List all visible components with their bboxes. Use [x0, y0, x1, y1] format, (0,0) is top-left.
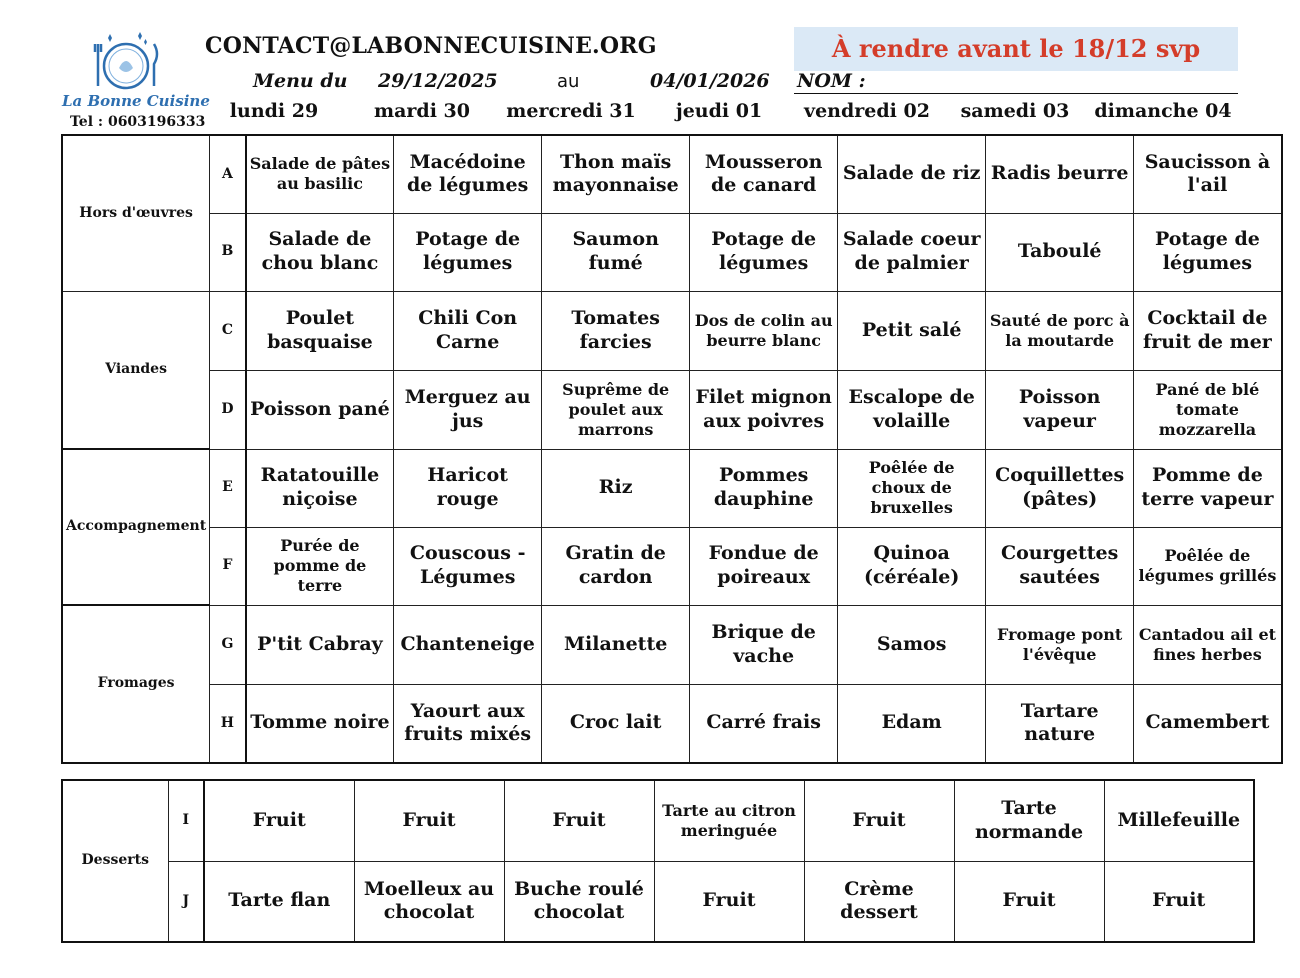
dish-cell[interactable]: Merguez au jus	[394, 370, 542, 449]
dish-cell[interactable]: Fruit	[804, 780, 954, 861]
dish-cell[interactable]: Quinoa (céréale)	[838, 527, 986, 605]
dish-cell[interactable]: Cantadou ail et fines herbes	[1134, 605, 1282, 684]
dish-cell[interactable]: Pomme de terre vapeur	[1134, 449, 1282, 527]
dish-cell[interactable]: Escalope de volaille	[838, 370, 986, 449]
row-letter: D	[210, 370, 246, 449]
dish-cell[interactable]: Riz	[542, 449, 690, 527]
dish-cell[interactable]: Taboulé	[986, 213, 1134, 291]
dish-cell[interactable]: Radis beurre	[986, 135, 1134, 213]
dish-cell[interactable]: Fromage pont l'évêque	[986, 605, 1134, 684]
dish-cell[interactable]: Fruit	[1104, 861, 1254, 942]
menu-table	[61, 134, 1283, 764]
dish-cell[interactable]: Saumon fumé	[542, 213, 690, 291]
table-row	[62, 370, 1282, 449]
logo-name: La Bonne Cuisine	[62, 92, 210, 110]
dish-cell[interactable]: P'tit Cabray	[246, 605, 394, 684]
dish-cell[interactable]: Mousseron de canard	[690, 135, 838, 213]
au-label: au	[557, 71, 580, 92]
dish-cell[interactable]: Macédoine de légumes	[394, 135, 542, 213]
logo	[62, 30, 210, 134]
menu-du-label: Menu du	[253, 70, 348, 92]
dish-cell[interactable]: Poisson pané	[246, 370, 394, 449]
table-row	[62, 449, 1282, 527]
dish-cell[interactable]: Salade de pâtes au basilic	[246, 135, 394, 213]
dish-cell[interactable]: Saucisson à l'ail	[1134, 135, 1282, 213]
nom-label: NOM :	[797, 70, 866, 92]
dish-cell[interactable]: Chili Con Carne	[394, 291, 542, 370]
dish-cell[interactable]: Dos de colin au beurre blanc	[690, 291, 838, 370]
contact-email[interactable]: CONTACT@LABONNECUISINE.ORG	[205, 33, 657, 59]
day-header: jeudi 01	[675, 100, 763, 122]
dish-cell[interactable]: Tarte flan	[204, 861, 354, 942]
row-letter: E	[210, 449, 246, 527]
dish-cell[interactable]: Brique de vache	[690, 605, 838, 684]
dish-cell[interactable]: Chanteneige	[394, 605, 542, 684]
dish-cell[interactable]: Suprême de poulet aux marrons	[542, 370, 690, 449]
dish-cell[interactable]: Courgettes sautées	[986, 527, 1134, 605]
table-row	[62, 605, 1282, 684]
end-date: 04/01/2026	[650, 70, 770, 92]
dish-cell[interactable]: Sauté de porc à la moutarde	[986, 291, 1134, 370]
category-desserts: Desserts	[62, 780, 168, 942]
dish-cell[interactable]: Salade coeur de palmier	[838, 213, 986, 291]
dish-cell[interactable]: Poisson vapeur	[986, 370, 1134, 449]
dish-cell[interactable]: Salade de chou blanc	[246, 213, 394, 291]
dish-cell[interactable]: Potage de légumes	[394, 213, 542, 291]
start-date: 29/12/2025	[378, 70, 498, 92]
row-letter: I	[168, 780, 204, 861]
phone-number: Tel : 0603196333	[70, 114, 206, 130]
dish-cell[interactable]: Potage de légumes	[690, 213, 838, 291]
category-hors-doeuvres: Hors d'œuvres	[62, 135, 210, 291]
dish-cell[interactable]: Millefeuille	[1104, 780, 1254, 861]
row-letter: J	[168, 861, 204, 942]
table-row	[62, 527, 1282, 605]
dish-cell[interactable]: Carré frais	[690, 684, 838, 763]
dish-cell[interactable]: Poêlée de choux de bruxelles	[838, 449, 986, 527]
table-row	[62, 291, 1282, 370]
row-letter: A	[210, 135, 246, 213]
day-header: lundi 29	[229, 100, 319, 122]
dish-cell[interactable]: Couscous - Légumes	[394, 527, 542, 605]
dish-cell[interactable]: Tarte au citron meringuée	[654, 780, 804, 861]
dish-cell[interactable]: Buche roulé chocolat	[504, 861, 654, 942]
deadline-banner: À rendre avant le 18/12 svp	[794, 27, 1238, 71]
dish-cell[interactable]: Salade de riz	[838, 135, 986, 213]
category-viandes: Viandes	[62, 291, 210, 449]
day-header: mardi 30	[374, 100, 470, 122]
dish-cell[interactable]: Tomme noire	[246, 684, 394, 763]
dish-cell[interactable]: Poêlée de légumes grillés	[1134, 527, 1282, 605]
dish-cell[interactable]: Camembert	[1134, 684, 1282, 763]
dish-cell[interactable]: Moelleux au chocolat	[354, 861, 504, 942]
dish-cell[interactable]: Thon maïs mayonnaise	[542, 135, 690, 213]
dish-cell[interactable]: Tomates farcies	[542, 291, 690, 370]
dish-cell[interactable]: Fruit	[204, 780, 354, 861]
dish-cell[interactable]: Fondue de poireaux	[690, 527, 838, 605]
day-header: vendredi 02	[804, 100, 930, 122]
dish-cell[interactable]: Fruit	[504, 780, 654, 861]
row-letter: B	[210, 213, 246, 291]
row-letter: C	[210, 291, 246, 370]
dish-cell[interactable]: Petit salé	[838, 291, 986, 370]
table-row	[62, 780, 1254, 861]
table-row	[62, 684, 1282, 763]
dish-cell[interactable]: Filet mignon aux poivres	[690, 370, 838, 449]
dish-cell[interactable]: Pané de blé tomate mozzarella	[1134, 370, 1282, 449]
table-row	[62, 213, 1282, 291]
dish-cell[interactable]: Coquillettes (pâtes)	[986, 449, 1134, 527]
dish-cell[interactable]: Gratin de cardon	[542, 527, 690, 605]
dish-cell[interactable]: Milanette	[542, 605, 690, 684]
dish-cell[interactable]: Fruit	[654, 861, 804, 942]
category-fromages: Fromages	[62, 605, 210, 763]
dish-cell[interactable]: Haricot rouge	[394, 449, 542, 527]
table-row	[62, 861, 1254, 942]
nom-input-line[interactable]	[794, 93, 1238, 94]
row-letter: H	[210, 684, 246, 763]
row-letter: G	[210, 605, 246, 684]
day-header: samedi 03	[960, 100, 1070, 122]
dish-cell[interactable]: Ratatouille niçoise	[246, 449, 394, 527]
day-header: dimanche 04	[1094, 100, 1232, 122]
chef-plate-icon	[86, 30, 166, 96]
dish-cell[interactable]: Tarte normande	[954, 780, 1104, 861]
category-accompagnement: Accompagnement	[62, 449, 210, 605]
dish-cell[interactable]: Fruit	[354, 780, 504, 861]
dish-cell[interactable]: Poulet basquaise	[246, 291, 394, 370]
dish-cell[interactable]: Edam	[838, 684, 986, 763]
dish-cell[interactable]: Pommes dauphine	[690, 449, 838, 527]
dish-cell[interactable]: Croc lait	[542, 684, 690, 763]
dish-cell[interactable]: Crème dessert	[804, 861, 954, 942]
desserts-table	[61, 779, 1255, 943]
dish-cell[interactable]: Purée de pomme de terre	[246, 527, 394, 605]
dish-cell[interactable]: Potage de légumes	[1134, 213, 1282, 291]
row-letter: F	[210, 527, 246, 605]
day-header: mercredi 31	[506, 100, 636, 122]
dish-cell[interactable]: Yaourt aux fruits mixés	[394, 684, 542, 763]
dish-cell[interactable]: Samos	[838, 605, 986, 684]
dish-cell[interactable]: Tartare nature	[986, 684, 1134, 763]
dish-cell[interactable]: Fruit	[954, 861, 1104, 942]
dish-cell[interactable]: Cocktail de fruit de mer	[1134, 291, 1282, 370]
table-row	[62, 135, 1282, 213]
